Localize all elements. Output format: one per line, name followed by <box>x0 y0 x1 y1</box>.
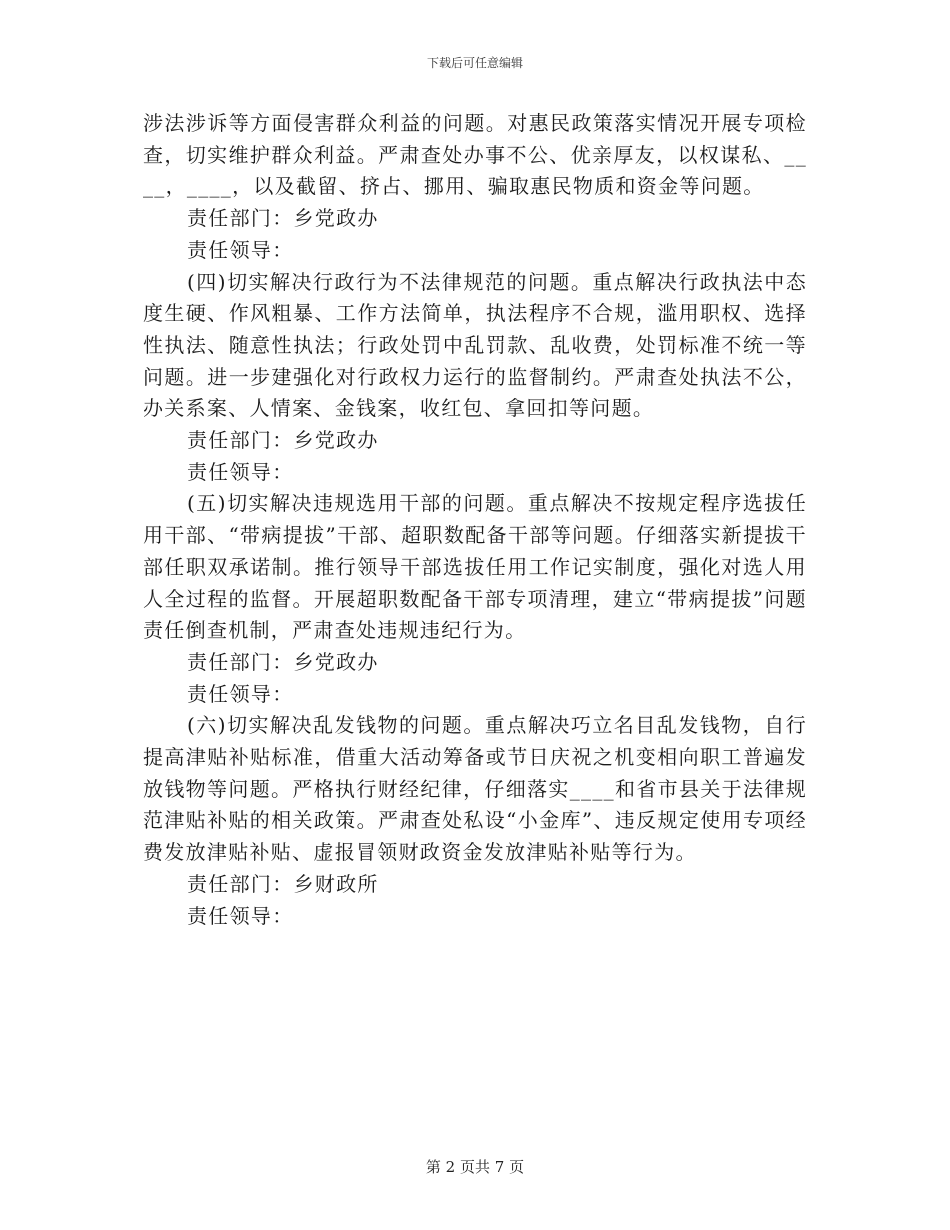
paragraph: 责任部门：乡党政办 <box>187 206 379 231</box>
page-header: 下载后可任意编辑 <box>426 56 523 70</box>
paragraph: 涉法涉诉等方面侵害群众利益的问题。对惠民政策落实情况开展专项检查，切实维护群众利益。严肃查处办事不公、优亲厚友，以权谋私、____，____，以及截留、挤占、挪用、骗取惠民物质和资金等问题。 <box>143 111 807 199</box>
paragraph: 责任部门：乡党政办 <box>187 649 379 674</box>
paragraph: (五)切实解决违规选用干部的问题。重点解决不按规定程序选拔任用干部、“带病提拔”干部、超职数配备干部等问题。仔细落实新提拔干部任职双承诺制。推行领导干部选拔任用工作记实制度，强化对选人用人全过程的监督。开展超职数配备干部专项清理，建立“带病提拔”问题责任倒查机制，严肃查处违规违纪行为。 <box>143 491 807 643</box>
paragraph: 责任部门：乡党政办 <box>187 428 379 453</box>
paragraph: 责任部门：乡财政所 <box>187 871 379 896</box>
paragraph: 责任领导： <box>187 681 294 706</box>
paragraph: 责任领导： <box>187 903 294 928</box>
document-body <box>143 108 807 932</box>
paragraph: (四)切实解决行政行为不法律规范的问题。重点解决行政执法中态度生硬、作风粗暴、工作方法简单，执法程序不合规，滥用职权、选择性执法、随意性执法；行政处罚中乱罚款、乱收费，处罚标准不统一等问题。进一步建强化对行政权力运行的监督制约。严肃查处执法不公，办关系案、人情案、金钱案，收红包、拿回扣等问题。 <box>143 269 807 421</box>
paragraph: (六)切实解决乱发钱物的问题。重点解决巧立名目乱发钱物，自行提高津贴补贴标准，借重大活动筹备或节日庆祝之机变相向职工普遍发放钱物等问题。严格执行财经纪律，仔细落实____和省市县关于法律规范津贴补贴的相关政策。严肃查处私设“小金库”、违反规定使用专项经费发放津贴补贴、虚报冒领财政资金发放津贴补贴等行为。 <box>143 713 807 865</box>
paragraph: 责任领导： <box>187 237 294 262</box>
page-number: 第 2 页共 7 页 <box>425 1158 525 1176</box>
paragraph: 责任领导： <box>187 459 294 484</box>
